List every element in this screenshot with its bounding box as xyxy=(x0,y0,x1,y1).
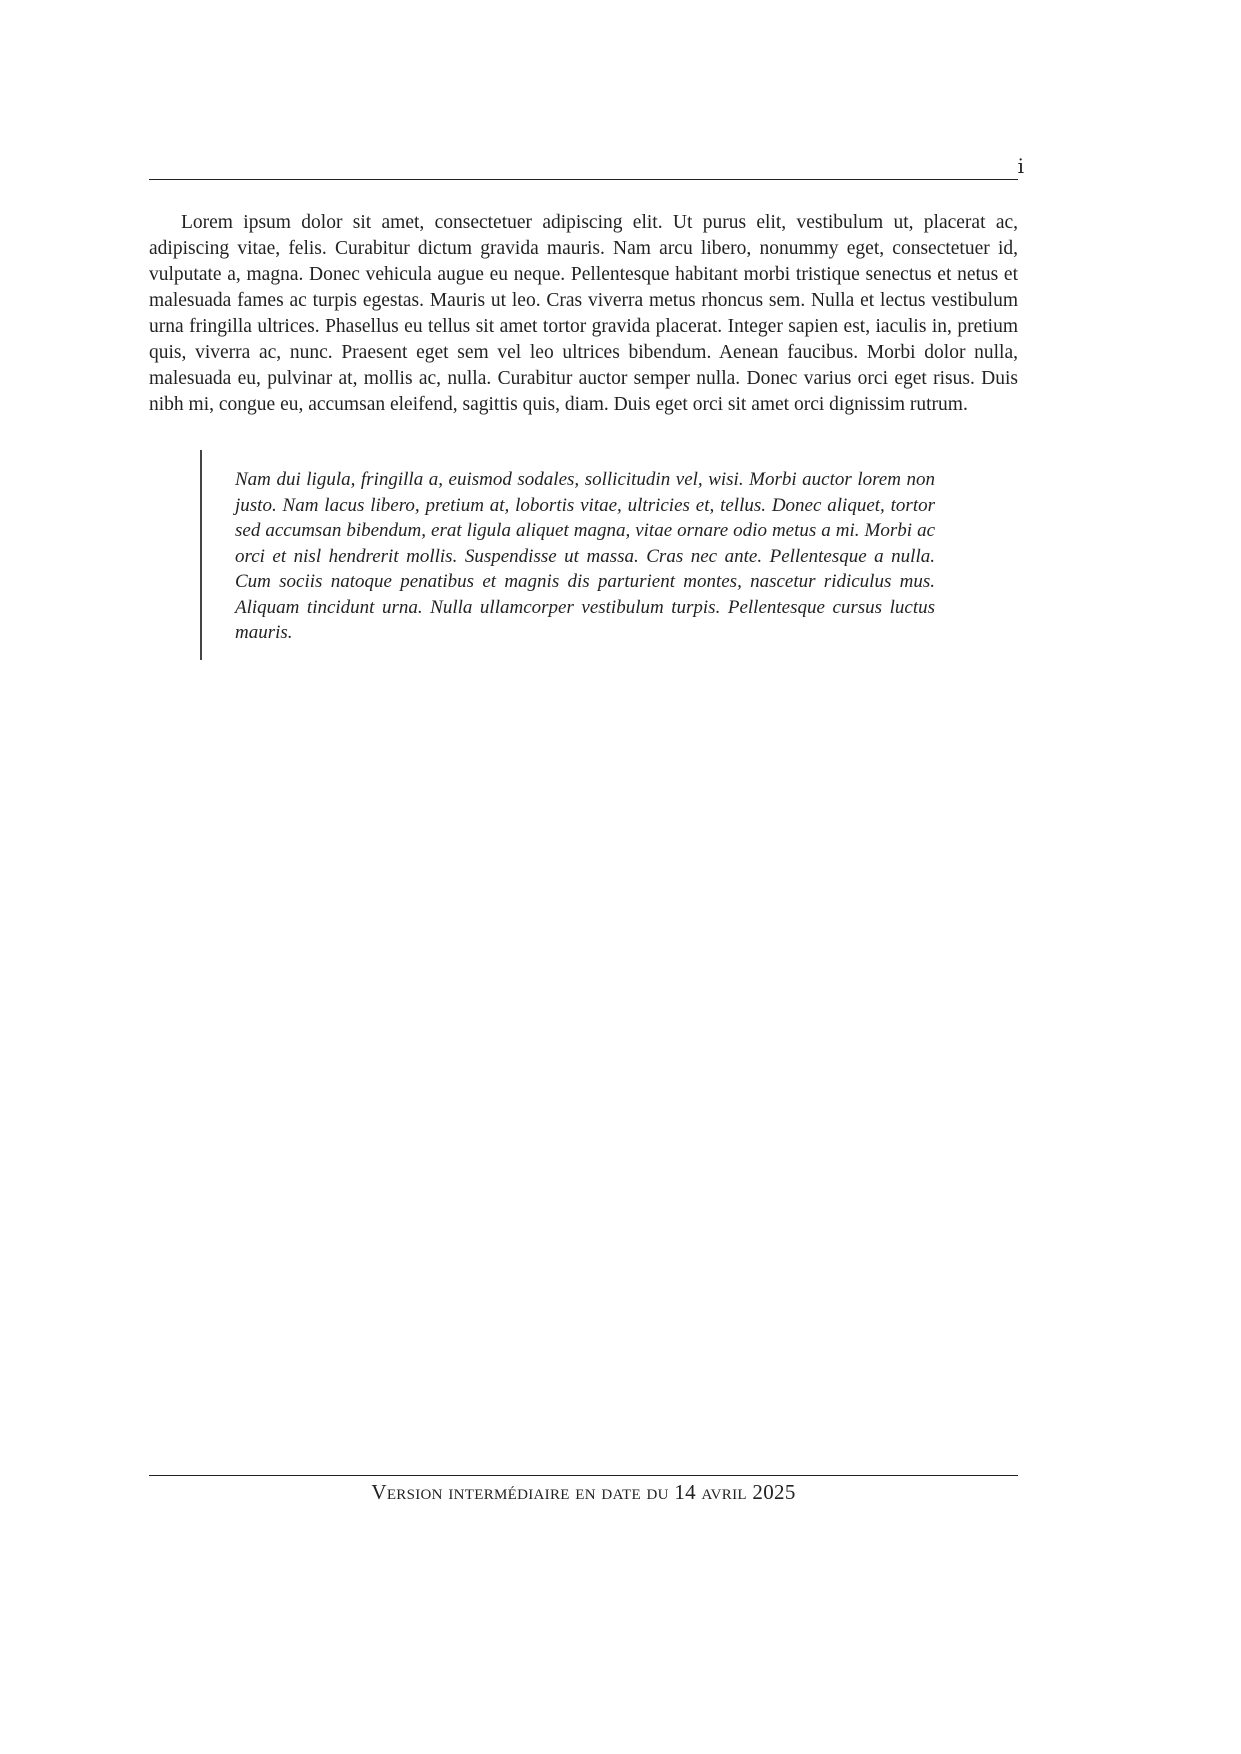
header-rule xyxy=(149,179,1018,180)
page-number: i xyxy=(1017,154,1024,178)
block-quote: Nam dui ligula, fringilla a, euismod sodales, sollicitudin vel, wisi. Morbi auctor lorem non justo. Nam lacus libero, pretium at, lobortis vitae, ultricies et, tellus. Donec aliquet, tortor sed accumsan bibendum, erat ligula aliquet magna, vitae ornare odio metus a mi. Morbi ac orci et nisl hendrerit mollis. Suspendisse ut massa. Cras nec ante. Pellentesque a nulla. Cum sociis natoque penatibus et magnis dis parturient montes, nascetur ridiculus mus. Aliquam tincidunt urna. Nulla ullamcorper vestibulum turpis. Pellentesque cursus luctus mauris. xyxy=(235,469,935,643)
body-paragraph: Lorem ipsum dolor sit amet, consectetuer adipiscing elit. Ut purus elit, vestibulum ut, placerat ac, adipiscing vitae, felis. Curabitur dictum gravida mauris. Nam arcu libero, nonummy eget, consectetuer id, vulputate a, magna. Donec vehicula augue eu neque. Pellentesque habitant morbi tristique senectus et netus et malesuada fames ac turpis egestas. Mauris ut leo. Cras viverra metus rhoncus sem. Nulla et lectus vestibulum urna fringilla ultrices. Phasellus eu tellus sit amet tortor gravida placerat. Integer sapien est, iaculis in, pretium quis, viverra ac, nunc. Praesent eget sem vel leo ultrices bibendum. Aenean faucibus. Morbi dolor nulla, malesuada eu, pulvinar at, mollis ac, nulla. Curabitur auctor semper nulla. Donec varius orci eget risus. Duis nibh mi, congue eu, accumsan eleifend, sagittis quis, diam. Duis eget orci sit amet orci dignissim rutrum. xyxy=(149,212,1018,415)
quote-bar xyxy=(200,450,202,660)
footer-version-text: Version intermédiaire en date du 14 avril 2025 xyxy=(371,1480,796,1504)
